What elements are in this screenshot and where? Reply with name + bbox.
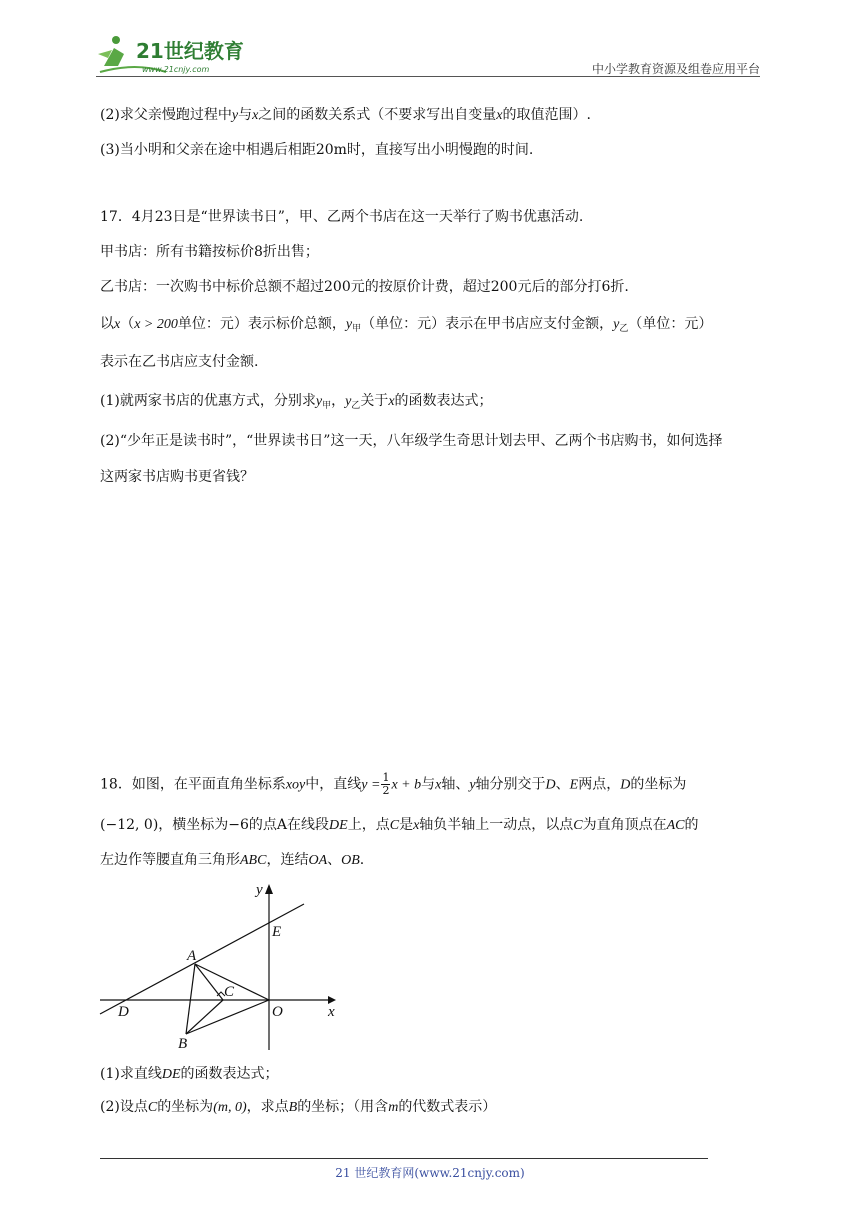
site-logo	[96, 32, 266, 76]
q18-part2: (2)设点C的坐标为(m, 0)，求点B的坐标；（用含m的代数式表示）	[100, 1099, 497, 1115]
footer-divider	[100, 1158, 708, 1159]
label-x: x	[328, 1004, 335, 1020]
q18-stem-line3: 左边作等腰直角三角形ABC，连结OA、OB.	[100, 852, 365, 868]
q17-definition-cont: 表示在乙书店应支付金额.	[100, 354, 259, 370]
footer-text: 21 世纪教育网(www.21cnjy.com)	[335, 1166, 525, 1180]
q17-stem: 17．4月23日是“世界读书日”，甲、乙两个书店在这一天举行了购书优惠活动.	[100, 209, 584, 225]
q16-part2: (2)求父亲慢跑过程中y与x之间的函数关系式（不要求写出自变量x的取值范围）.	[100, 107, 591, 123]
label-O: O	[272, 1004, 283, 1020]
header-platform-text: 中小学教育资源及组卷应用平台	[591, 62, 760, 76]
line-DE	[100, 904, 304, 1014]
label-y: y	[256, 882, 263, 898]
q17-part2-line1: (2)“少年正是读书时”，“世界读书日”这一天，八年级学生奇思计划去甲、乙两个书店购书，如何选择	[100, 433, 723, 449]
q16-part3: (3)当小明和父亲在途中相遇后相距20m时，直接写出小明慢跑的时间.	[100, 142, 534, 158]
label-C: C	[224, 984, 235, 1000]
segment-BC	[186, 1000, 223, 1034]
x-axis-arrow	[328, 996, 336, 1004]
q18-stem-line2: (−12, 0)，横坐标为−6的点A在线段DE上，点C是x轴负半轴上一动点，以点C为直角顶点在AC的	[100, 817, 699, 833]
q17-store-jia: 甲书店：所有书籍按标价8折出售；	[100, 244, 319, 260]
segment-OB	[186, 1000, 269, 1034]
label-E: E	[272, 924, 282, 940]
q17-definition-line: 以x（x > 200单位：元）表示标价总额，$y_甲$（单位：元）表示在甲书店应支付金额，$y_乙$（单位：元）	[100, 316, 713, 334]
label-B: B	[178, 1036, 188, 1052]
label-A: A	[187, 948, 197, 964]
logo-url: www.21cnjy.com	[142, 65, 210, 74]
y-axis-arrow	[265, 884, 273, 894]
page-header	[96, 30, 760, 80]
q17-part1: (1)就两家书店的优惠方式，分别求$y_甲$，$y_乙$关于x的函数表达式；	[100, 393, 493, 411]
q17-store-yi: 乙书店：一次购书中标价总额不超过200元的按原价计费，超过200元后的部分打6折.	[100, 279, 629, 295]
header-divider	[96, 76, 760, 77]
segment-AB	[186, 964, 195, 1034]
fraction-half: $\frac{1}{2}$	[382, 771, 390, 797]
q18-stem-line1: 18．如图，在平面直角坐标系xoy中，直线y = $\frac{1}{2}$ x + b与x轴、y轴分别交于D、E两点，D的坐标为	[100, 771, 687, 797]
logo-text: 21世纪教育	[136, 39, 244, 63]
coordinate-figure	[96, 882, 342, 1052]
label-D: D	[118, 1004, 129, 1020]
q17-part2-line2: 这两家书店购书更省钱？	[100, 469, 254, 485]
q18-part1: (1)求直线DE的函数表达式；	[100, 1066, 279, 1082]
